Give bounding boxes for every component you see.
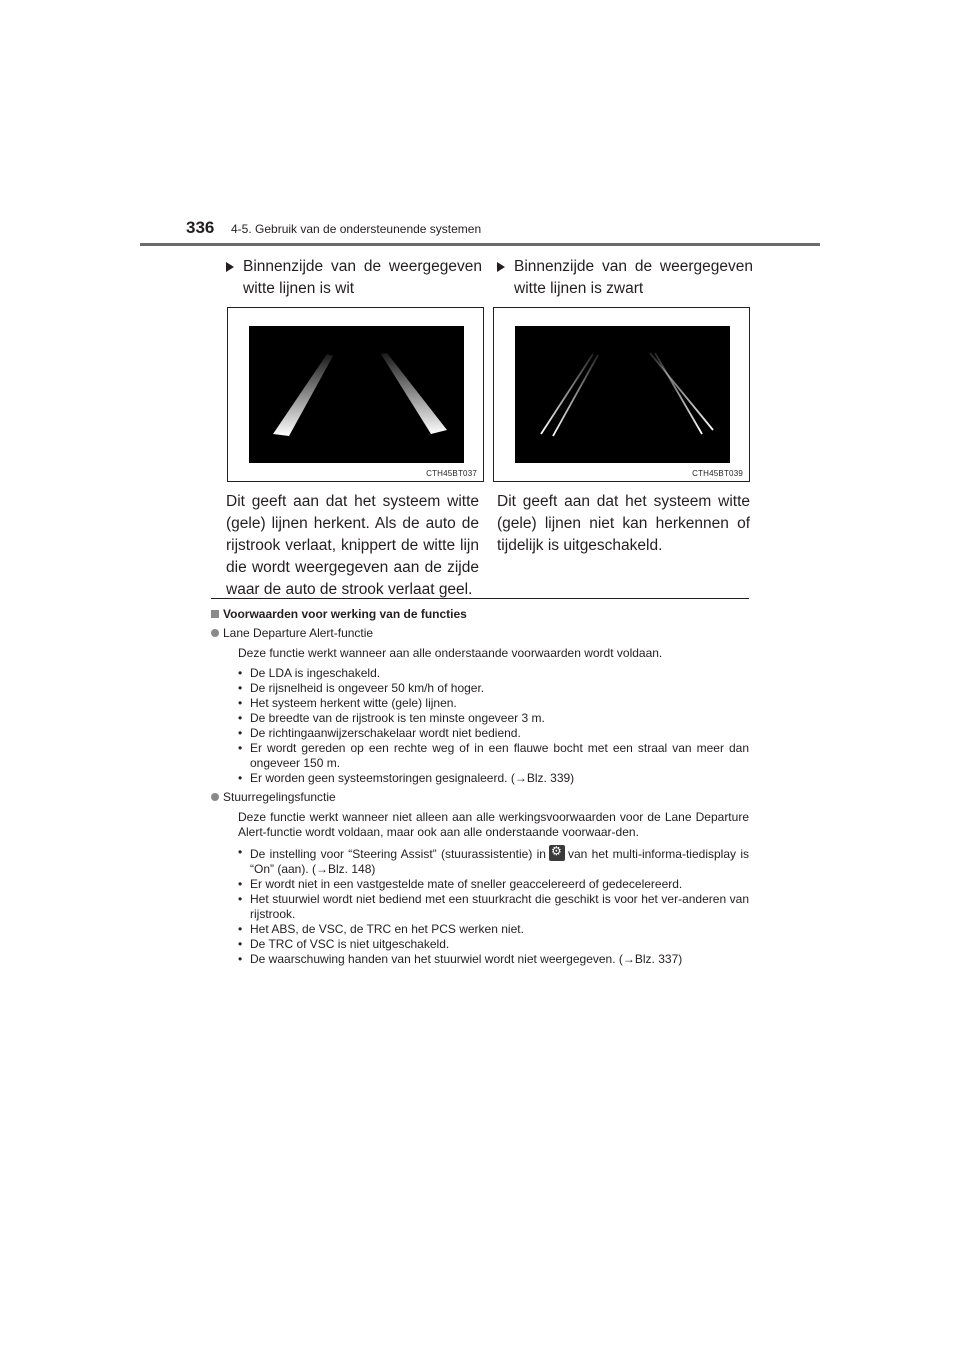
steering-intro: Deze functie werkt wanneer niet alleen aan alle werkingsvoorwaarden voor de Lane Departure Alert-functie wordt voldaan, maar ook aan alle onderstaande voorwaar-den. (238, 810, 749, 839)
notes-heading: Voorwaarden voor werking van de functies (211, 607, 749, 622)
list-item: • De TRC of VSC is niet uitgeschakeld. (238, 937, 749, 952)
list-item: • De breedte van de rijstrook is ten minste ongeveer 3 m. (238, 711, 749, 726)
lane-lines-solid (249, 326, 464, 463)
circle-bullet-icon (211, 793, 219, 801)
image-code-left: CTH45BT037 (426, 469, 477, 478)
list-item: • De instelling voor “Steering Assist” (stuurassistentie) in⚙ van het multi-informa-tiedisplay is “On” (aan). (→Blz. 148) (238, 845, 749, 877)
right-lane-line-outer (650, 353, 713, 430)
list-item: • Het ABS, de VSC, de TRC en het PCS werken niet. (238, 922, 749, 937)
description-left: Dit geeft aan dat het systeem witte (gele) lijnen herkent. Als de auto de rijstrook verlaat, knippert de witte lijn die wordt weergegeven aan de zijde waar de auto de strook verlaat geel. (226, 493, 479, 598)
header-rule (140, 243, 820, 246)
figure-black-lines (493, 307, 750, 482)
left-lane-line (273, 354, 333, 436)
list-item: • De waarschuwing handen van het stuurwiel wordt niet weergegeven. (→Blz. 337) (238, 952, 749, 967)
section-divider (211, 598, 749, 599)
list-item: • Er worden geen systeemstoringen gesignaleerd. (→Blz. 339) (238, 771, 749, 786)
caption-right-text: Binnenzijde van de weergegeven witte lijnen is zwart (514, 258, 753, 297)
list-item: • Het stuurwiel wordt niet bediend met een stuurkracht die geschikt is voor het ver-anderen van rijstrook. (238, 892, 749, 922)
right-lane-line (381, 353, 447, 434)
list-item: • De richtingaanwijzerschakelaar wordt niet bediend. (238, 726, 749, 741)
figure-white-lines (227, 307, 484, 482)
triangle-bullet-icon (226, 262, 234, 272)
list-item: • De rijsnelheid is ongeveer 50 km/h of hoger. (238, 681, 749, 696)
notes-section (211, 607, 749, 971)
section-title: 4-5. Gebruik van de ondersteunende systemen (231, 222, 482, 236)
image-code-right: CTH45BT039 (692, 469, 743, 478)
caption-right (497, 256, 753, 300)
caption-left-text: Binnenzijde van de weergegeven witte lijnen is wit (243, 258, 482, 297)
square-bullet-icon (211, 610, 219, 618)
right-lane-line-inner (655, 353, 702, 434)
circle-bullet-icon (211, 629, 219, 637)
left-lane-line-outer (541, 354, 593, 434)
lane-lines-outline (515, 326, 730, 463)
list-item: • Er wordt niet in een vastgestelde mate of sneller geaccelereerd of gedecelereerd. (238, 877, 749, 892)
caption-left (226, 256, 482, 300)
display-screen (249, 326, 464, 463)
list-item: • Er wordt gereden op een rechte weg of in een flauwe bocht met een straal van meer dan ongeveer 150 m. (238, 741, 749, 771)
display-screen (515, 326, 730, 463)
lda-intro: Deze functie werkt wanneer aan alle onderstaande voorwaarden wordt voldaan. (238, 646, 663, 660)
lda-subheading: Lane Departure Alert-functie (211, 626, 749, 641)
settings-icon (549, 845, 565, 861)
list-item: • Het systeem herkent witte (gele) lijnen. (238, 696, 749, 711)
page-number: 336 (186, 218, 215, 237)
triangle-bullet-icon (497, 262, 505, 272)
lda-conditions-list (211, 666, 749, 786)
description-right: Dit geeft aan dat het systeem witte (gele) lijnen niet kan herkennen of tijdelijk is uitgeschakeld. (497, 493, 750, 554)
steering-conditions-list (211, 845, 749, 967)
steering-subheading: Stuurregelingsfunctie (211, 790, 749, 805)
list-item: • De LDA is ingeschakeld. (238, 666, 749, 681)
left-lane-line-inner (553, 355, 598, 436)
